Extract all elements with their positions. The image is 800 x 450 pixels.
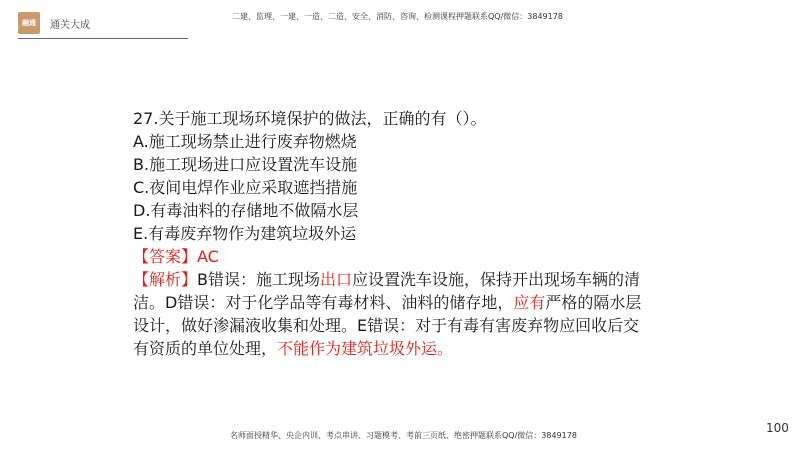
answer-value: AC [197,247,219,266]
analysis-highlight-conclusion: 不能作为建筑垃圾外运。 [277,339,454,358]
option-e: E.有毒废弃物作为建筑垃圾外运 [133,224,357,243]
header-contact-text: 二建、监理、一建、一造、二造、安全、消防、咨询、检测课程押题联系QQ/微信：3849178 [232,12,563,21]
analysis-text-1: B错误：施工现场 [197,270,320,289]
option-c: C.夜间电焊作业应采取遮挡措施 [133,178,358,197]
answer-label: 【答案】 [133,247,198,266]
question-content [133,107,653,360]
brand-name: 通关大成 [50,20,90,31]
question-stem: 27.关于施工现场环境保护的做法，正确的有（）。 [133,109,487,128]
analysis-highlight-exit: 出口 [320,270,353,289]
page-number: 100 [766,421,789,435]
logo: 融通 [18,12,40,34]
option-d: D.有毒油料的存储地不做隔水层 [133,201,359,220]
answer-line [133,245,653,268]
analysis-highlight-should: 应有 [513,293,546,312]
analysis-text-2: 应设置洗车设施，保持开出现场车辆的清洁。D错误：对于化学品等有毒材料、油料的储存地， [133,270,641,312]
brand-divider [18,38,188,39]
analysis [133,268,653,360]
footer-contact-text: 名师面授精华、央企内训、考点串讲、习题模考、考前三页纸、绝密押题联系QQ/微信：3849178 [230,431,577,440]
option-a: A.施工现场禁止进行废弃物燃烧 [133,132,357,151]
analysis-label: 【解析】 [133,270,198,289]
option-b: B.施工现场进口应设置洗车设施 [133,155,358,174]
analysis-text-3: 严格的隔水层设计，做好渗漏液收集和处理。E错误：对于有毒有害废弃物应回收后交有资质的单位处理， [133,293,642,358]
